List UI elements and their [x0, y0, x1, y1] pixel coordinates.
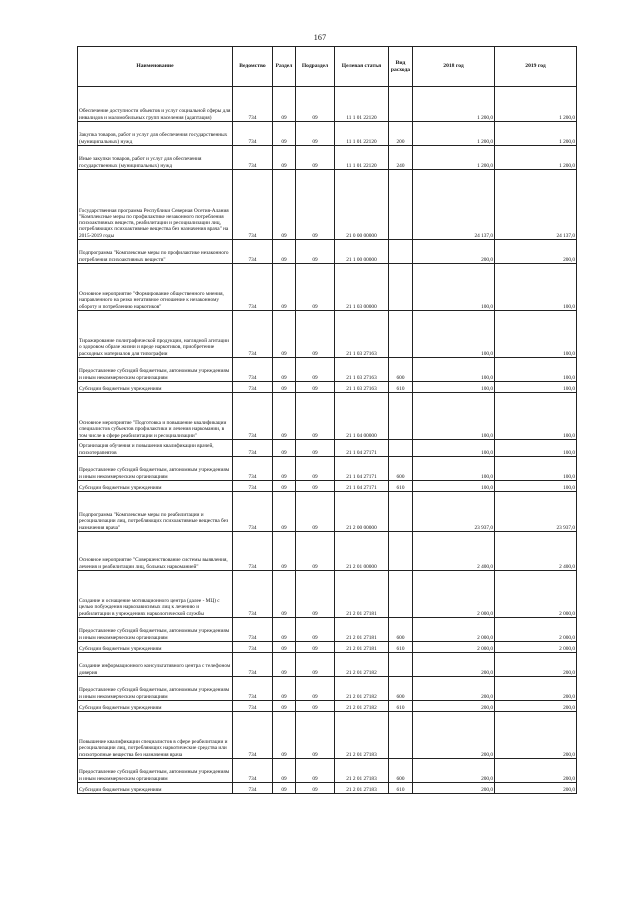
cell-section: 09: [273, 393, 296, 440]
cell-subsection: 09: [296, 240, 335, 264]
cell-expense-type: 240: [389, 146, 413, 170]
table-row: [78, 532, 577, 571]
cell-section: 09: [273, 440, 296, 457]
cell-expense-type: [389, 170, 413, 240]
table-row: [78, 701, 577, 712]
cell-amount-2019: 200,0: [495, 653, 577, 677]
cell-department: 734: [233, 532, 273, 571]
cell-amount-2019: 100,0: [495, 481, 577, 492]
cell-name: Подпрограмма "Комплексные меры по реабилитации и ресоциализации лиц, потребляющих психоактивные вещества без назначения врача": [78, 492, 233, 532]
cell-department: 734: [233, 122, 273, 146]
page-number: 167: [313, 33, 327, 42]
cell-name: Основное мероприятие "Подготовка и повышение квалификации специалистов субъектов профилактики и лечения наркомании, в том числе в сфере реабилитации и ресоциализации": [78, 393, 233, 440]
cell-subsection: 09: [296, 146, 335, 170]
cell-subsection: 09: [296, 87, 335, 122]
cell-department: 734: [233, 146, 273, 170]
cell-department: 734: [233, 382, 273, 393]
cell-amount-2019: 100,0: [495, 440, 577, 457]
table-row: [78, 264, 577, 311]
cell-subsection: 09: [296, 701, 335, 712]
cell-subsection: 09: [296, 481, 335, 492]
cell-expense-type: 610: [389, 701, 413, 712]
cell-target-article: 21 2 01 27183: [335, 712, 389, 759]
cell-name: Предоставление субсидий бюджетным, автономным учреждениям и иным некоммерческим организациям: [78, 677, 233, 701]
cell-expense-type: 600: [389, 457, 413, 481]
cell-name: Субсидии бюджетным учреждениям: [78, 382, 233, 393]
cell-amount-2019: 100,0: [495, 457, 577, 481]
cell-name: Создание и оснащение мотивационного центра (далее - МЦ) с целью побуждения наркозависимых лиц к лечению и реабилитации в учреждениях наркологической службы: [78, 571, 233, 618]
cell-target-article: 21 2 01 27182: [335, 701, 389, 712]
cell-section: 09: [273, 701, 296, 712]
table-row: [78, 240, 577, 264]
cell-amount-2019: 200,0: [495, 759, 577, 783]
table-row: [78, 440, 577, 457]
cell-section: 09: [273, 457, 296, 481]
cell-subsection: 09: [296, 170, 335, 240]
cell-department: 734: [233, 701, 273, 712]
cell-department: 734: [233, 311, 273, 358]
table-row: [78, 170, 577, 240]
cell-name: Субсидии бюджетным учреждениям: [78, 481, 233, 492]
cell-amount-2018: 100,0: [413, 311, 495, 358]
cell-expense-type: [389, 87, 413, 122]
cell-name: Предоставление субсидий бюджетным, автономным учреждениям и иным некоммерческим организациям: [78, 759, 233, 783]
cell-amount-2018: 100,0: [413, 457, 495, 481]
cell-department: 734: [233, 759, 273, 783]
cell-name: Субсидии бюджетным учреждениям: [78, 642, 233, 653]
cell-amount-2018: 24 137,0: [413, 170, 495, 240]
cell-expense-type: 600: [389, 358, 413, 382]
cell-department: 734: [233, 677, 273, 701]
cell-amount-2018: 1 200,0: [413, 146, 495, 170]
cell-subsection: 09: [296, 492, 335, 532]
cell-target-article: 21 1 03 27163: [335, 311, 389, 358]
cell-subsection: 09: [296, 712, 335, 759]
header-year-2018: 2018 год: [413, 47, 495, 87]
cell-section: 09: [273, 481, 296, 492]
table-row: [78, 642, 577, 653]
cell-subsection: 09: [296, 122, 335, 146]
cell-amount-2018: 100,0: [413, 481, 495, 492]
table-row: [78, 393, 577, 440]
cell-section: 09: [273, 618, 296, 642]
table-row: [78, 492, 577, 532]
cell-subsection: 09: [296, 783, 335, 794]
cell-amount-2018: 100,0: [413, 382, 495, 393]
cell-target-article: 21 1 00 00000: [335, 240, 389, 264]
cell-subsection: 09: [296, 311, 335, 358]
cell-subsection: 09: [296, 618, 335, 642]
cell-expense-type: [389, 240, 413, 264]
cell-department: 734: [233, 492, 273, 532]
cell-subsection: 09: [296, 677, 335, 701]
cell-section: 09: [273, 358, 296, 382]
cell-department: 734: [233, 170, 273, 240]
cell-amount-2019: 200,0: [495, 677, 577, 701]
cell-department: 734: [233, 571, 273, 618]
cell-name: Закупка товаров, работ и услуг для обеспечения государственных (муниципальных) нужд: [78, 122, 233, 146]
cell-department: 734: [233, 481, 273, 492]
table-row: [78, 618, 577, 642]
table-row: [78, 712, 577, 759]
cell-section: 09: [273, 382, 296, 393]
cell-target-article: 21 1 04 27171: [335, 457, 389, 481]
table-row: [78, 571, 577, 618]
header-year-2019: 2019 год: [495, 47, 577, 87]
cell-department: 734: [233, 618, 273, 642]
cell-department: 734: [233, 783, 273, 794]
cell-expense-type: [389, 393, 413, 440]
cell-amount-2018: 23 937,0: [413, 492, 495, 532]
cell-expense-type: 600: [389, 618, 413, 642]
cell-subsection: 09: [296, 457, 335, 481]
cell-section: 09: [273, 783, 296, 794]
cell-amount-2019: 200,0: [495, 712, 577, 759]
table-row: [78, 122, 577, 146]
cell-expense-type: 600: [389, 759, 413, 783]
cell-amount-2019: 1 200,0: [495, 122, 577, 146]
cell-amount-2019: 100,0: [495, 382, 577, 393]
header-target-article: Целевая статья: [335, 47, 389, 87]
table-row: [78, 783, 577, 794]
cell-subsection: 09: [296, 759, 335, 783]
cell-target-article: 21 2 00 00000: [335, 492, 389, 532]
cell-amount-2018: 200,0: [413, 712, 495, 759]
cell-department: 734: [233, 240, 273, 264]
cell-amount-2019: 200,0: [495, 701, 577, 712]
cell-name: Иные закупки товаров, работ и услуг для обеспечения государственных (муниципальных) нужд: [78, 146, 233, 170]
cell-section: 09: [273, 264, 296, 311]
cell-target-article: 21 1 04 27171: [335, 481, 389, 492]
cell-target-article: 21 2 01 27181: [335, 642, 389, 653]
cell-amount-2018: 200,0: [413, 783, 495, 794]
cell-name: Подпрограмма "Комплексные меры по профилактике незаконного потребления психоактивных веществ": [78, 240, 233, 264]
cell-department: 734: [233, 393, 273, 440]
cell-target-article: 21 1 04 27171: [335, 440, 389, 457]
cell-amount-2018: 2 000,0: [413, 642, 495, 653]
table-row: [78, 759, 577, 783]
cell-amount-2019: 24 137,0: [495, 170, 577, 240]
cell-section: 09: [273, 87, 296, 122]
cell-amount-2018: 1 200,0: [413, 87, 495, 122]
table-row: [78, 146, 577, 170]
cell-section: 09: [273, 311, 296, 358]
cell-expense-type: 610: [389, 642, 413, 653]
table-row: [78, 653, 577, 677]
cell-name: Предоставление субсидий бюджетным, автономным учреждениям и иным некоммерческим организациям: [78, 618, 233, 642]
cell-amount-2018: 100,0: [413, 440, 495, 457]
cell-subsection: 09: [296, 393, 335, 440]
cell-target-article: 21 2 01 27183: [335, 759, 389, 783]
cell-name: Основное мероприятие "Совершенствование системы выявления, лечения и реабилитации лиц, больных наркоманией": [78, 532, 233, 571]
cell-amount-2018: 2 000,0: [413, 571, 495, 618]
cell-section: 09: [273, 712, 296, 759]
cell-amount-2018: 100,0: [413, 358, 495, 382]
cell-amount-2019: 2 000,0: [495, 642, 577, 653]
cell-target-article: 11 1 01 22120: [335, 122, 389, 146]
cell-subsection: 09: [296, 571, 335, 618]
cell-subsection: 09: [296, 532, 335, 571]
cell-expense-type: 610: [389, 481, 413, 492]
cell-amount-2019: 2 400,0: [495, 532, 577, 571]
cell-amount-2018: 2 400,0: [413, 532, 495, 571]
header-department: Ведомство: [233, 47, 273, 87]
cell-target-article: 21 1 03 27163: [335, 358, 389, 382]
cell-section: 09: [273, 492, 296, 532]
cell-section: 09: [273, 677, 296, 701]
cell-subsection: 09: [296, 642, 335, 653]
table-row: [78, 481, 577, 492]
cell-section: 09: [273, 122, 296, 146]
header-expense-type: Вид расхода: [389, 47, 413, 87]
table-row: [78, 677, 577, 701]
cell-department: 734: [233, 440, 273, 457]
table-row: [78, 358, 577, 382]
cell-section: 09: [273, 571, 296, 618]
cell-subsection: 09: [296, 653, 335, 677]
cell-expense-type: [389, 653, 413, 677]
cell-target-article: 21 2 01 00000: [335, 532, 389, 571]
header-row: [78, 47, 577, 87]
cell-name: Основное мероприятие "Формирование общественного мнения, направленного на резко негативное отношение к незаконному обороту и потреблению наркотиков": [78, 264, 233, 311]
table-row: [78, 457, 577, 481]
cell-name: Предоставление субсидий бюджетным, автономным учреждениям и иным некоммерческим организациям: [78, 358, 233, 382]
cell-amount-2018: 200,0: [413, 240, 495, 264]
cell-expense-type: [389, 532, 413, 571]
cell-target-article: 21 2 01 27181: [335, 571, 389, 618]
cell-amount-2018: 200,0: [413, 701, 495, 712]
cell-amount-2019: 100,0: [495, 393, 577, 440]
cell-amount-2019: 23 937,0: [495, 492, 577, 532]
cell-amount-2018: 100,0: [413, 393, 495, 440]
cell-target-article: 21 1 03 00000: [335, 264, 389, 311]
cell-name: Субсидии бюджетным учреждениям: [78, 783, 233, 794]
cell-subsection: 09: [296, 440, 335, 457]
cell-expense-type: [389, 492, 413, 532]
cell-subsection: 09: [296, 264, 335, 311]
cell-department: 734: [233, 264, 273, 311]
cell-expense-type: [389, 712, 413, 759]
cell-expense-type: 200: [389, 122, 413, 146]
header-section: Раздел: [273, 47, 296, 87]
cell-name: Повышение квалификации специалистов в сфере реабилитации и ресоциализации лиц, потребляющих наркотические средства или психотропные вещества без назначения врача: [78, 712, 233, 759]
cell-department: 734: [233, 642, 273, 653]
cell-target-article: 21 2 01 27183: [335, 783, 389, 794]
cell-target-article: 21 1 04 00000: [335, 393, 389, 440]
cell-expense-type: [389, 264, 413, 311]
cell-department: 734: [233, 87, 273, 122]
cell-target-article: 21 2 01 27181: [335, 618, 389, 642]
table-row: [78, 311, 577, 358]
cell-amount-2019: 1 200,0: [495, 146, 577, 170]
budget-table: [77, 46, 577, 794]
cell-name: Обеспечение доступности объектов и услуг социальной сферы для инвалидов и маломобильных групп населения (адаптация): [78, 87, 233, 122]
cell-target-article: 21 2 01 27182: [335, 653, 389, 677]
cell-section: 09: [273, 532, 296, 571]
cell-section: 09: [273, 653, 296, 677]
cell-section: 09: [273, 146, 296, 170]
cell-name: Государственная программа Республики Северная Осетия-Алания "Комплексные меры по профилактике незаконного потребления психоактивных веществ, реабилитации и ресоциализации лиц, потребляющих психоактивные вещества без назначения врача" на 2015-2019 годы: [78, 170, 233, 240]
cell-amount-2019: 100,0: [495, 358, 577, 382]
cell-name: Субсидии бюджетным учреждениям: [78, 701, 233, 712]
cell-target-article: 21 0 00 00000: [335, 170, 389, 240]
cell-amount-2018: 1 200,0: [413, 122, 495, 146]
cell-target-article: 11 1 01 22120: [335, 146, 389, 170]
header-name: Наименование: [78, 47, 233, 87]
cell-expense-type: 610: [389, 382, 413, 393]
table-row: [78, 87, 577, 122]
cell-amount-2019: 200,0: [495, 240, 577, 264]
cell-name: Тиражирование полиграфической продукции, наглядной агитации о здоровом образе жизни и вреде наркотиков, приобретение расходных материалов для типографии: [78, 311, 233, 358]
cell-section: 09: [273, 759, 296, 783]
cell-expense-type: [389, 311, 413, 358]
cell-amount-2018: 200,0: [413, 677, 495, 701]
cell-amount-2018: 200,0: [413, 759, 495, 783]
cell-amount-2019: 2 000,0: [495, 618, 577, 642]
cell-section: 09: [273, 170, 296, 240]
cell-department: 734: [233, 653, 273, 677]
table-body: [78, 87, 577, 794]
cell-name: Предоставление субсидий бюджетным, автономным учреждениям и иным некоммерческим организациям: [78, 457, 233, 481]
cell-amount-2018: 200,0: [413, 653, 495, 677]
cell-target-article: 21 2 01 27182: [335, 677, 389, 701]
cell-expense-type: 600: [389, 677, 413, 701]
cell-amount-2018: 100,0: [413, 264, 495, 311]
cell-section: 09: [273, 240, 296, 264]
table-header: [78, 47, 577, 87]
cell-amount-2019: 100,0: [495, 264, 577, 311]
cell-subsection: 09: [296, 358, 335, 382]
cell-expense-type: 610: [389, 783, 413, 794]
cell-amount-2019: 2 000,0: [495, 571, 577, 618]
cell-department: 734: [233, 712, 273, 759]
cell-target-article: 11 1 01 22120: [335, 87, 389, 122]
cell-amount-2019: 200,0: [495, 783, 577, 794]
cell-section: 09: [273, 642, 296, 653]
cell-expense-type: [389, 571, 413, 618]
cell-amount-2019: 1 200,0: [495, 87, 577, 122]
cell-amount-2019: 100,0: [495, 311, 577, 358]
header-subsection: Подраздел: [296, 47, 335, 87]
cell-department: 734: [233, 457, 273, 481]
cell-expense-type: [389, 440, 413, 457]
table-row: [78, 382, 577, 393]
cell-subsection: 09: [296, 382, 335, 393]
cell-department: 734: [233, 358, 273, 382]
cell-name: Организация обучения и повышения квалификации врачей, психотерапевтов: [78, 440, 233, 457]
cell-amount-2018: 2 000,0: [413, 618, 495, 642]
cell-name: Создание информационного консультативного центра с телефоном доверия: [78, 653, 233, 677]
cell-target-article: 21 1 03 27163: [335, 382, 389, 393]
